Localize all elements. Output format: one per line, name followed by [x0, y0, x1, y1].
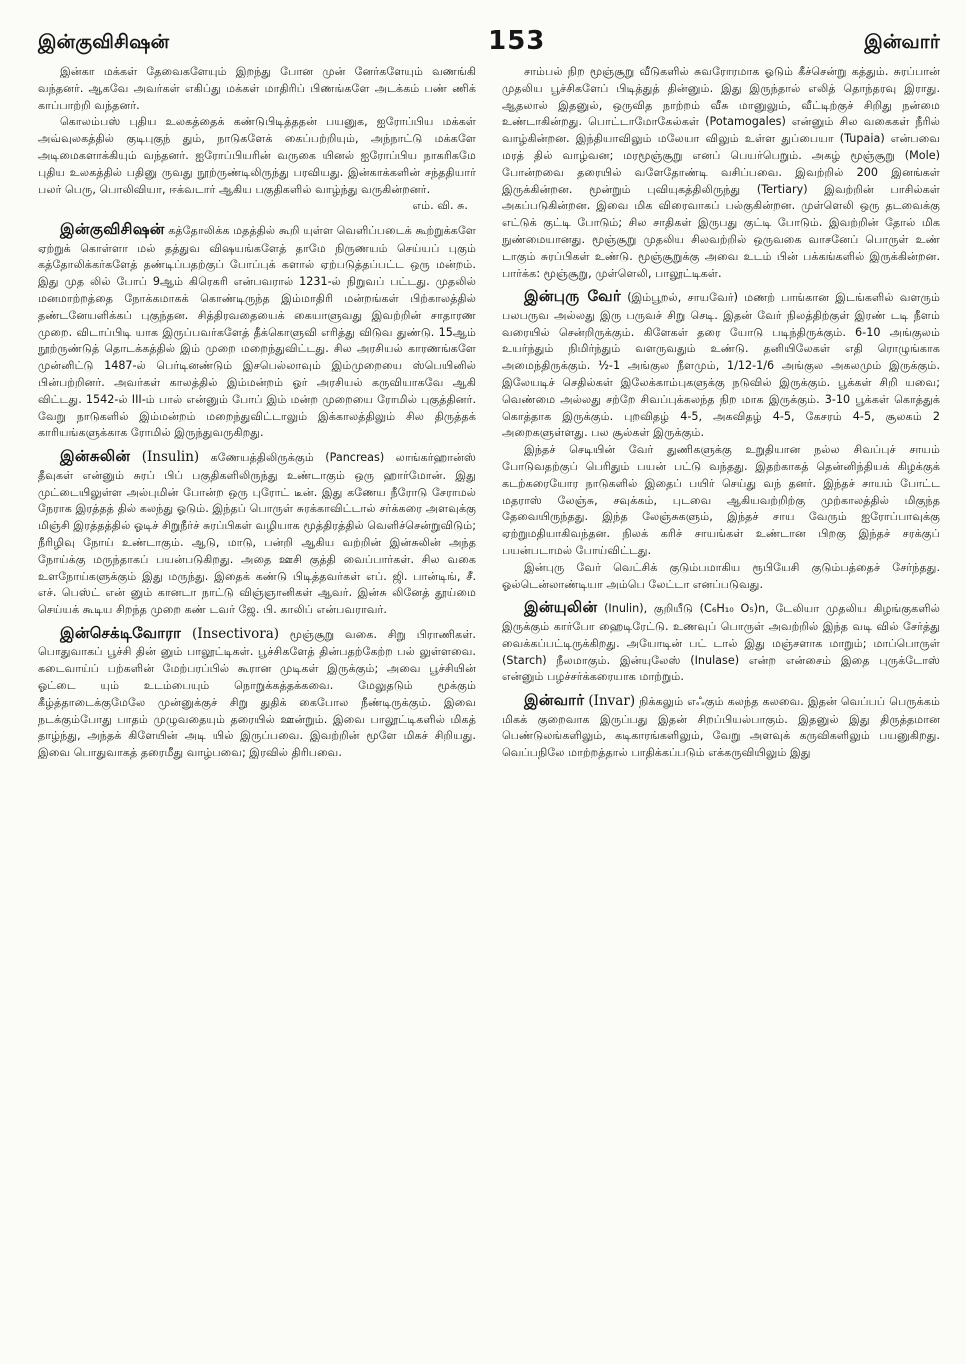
incas-continued-paragraph: இன்கா மக்கள் தேவைகளேயும் இறந்து போன முன் னேர்களேயும் வணங்கி வந்தனர். ஆகவே அவர்கள் எகிப்து மக்கள் மாதிரிப் பிணங்களே அடக்கம் பண் ணிக் காப்பாற்றி வந்தனர்.: [38, 65, 476, 112]
headword-insectivora: இன்செக்டிவோரா: [60, 623, 182, 642]
insectivora-body: மூஞ்சூறு வகை. சிறு பிராணிகள். பொதுவாகப் பூச்சி தின் னும் பாலூட்டிகள். பூச்சிகளேத் தின்பதற்கேற்ற பல் லுள்ளவை. கடைவாய்ப் பற்களின் மேற்பரப்பில் கூரான முடிகள் இருக்கும்; அவை பூச்சியின் ஓட்டை யும் உடம்பையும் நொறுக்கத்தக்கவை. மேலுதடும் மூக்கும் கீழ்த்தாடைக்குமேலே முன்னுக்குச் சிறு துதிக் கைபோல நீண்டிருக்கும். இவை நடக்கும்போது பாதம் முழுவதையும் தரையில் ஊன்றும். இவை பாலூட்டிகளில் மிகத் தாழ்ந்து, அந்தக் கிளேயின் அடி யில் இருப்பவை. இவற்றின் மூளே மிகச் சிறியது. இவை பொதுவாகத் தரைமீது வாழ்பவை; இரவில் திரிபவை.: [38, 627, 476, 760]
page-number: 153: [488, 26, 546, 56]
author-signature: எம். வி. சு.: [412, 199, 468, 213]
invar-latin: (Invar): [588, 693, 636, 710]
left-running-head: இன்குவிசிஷன்: [38, 31, 170, 53]
entry-insectivora: [38, 622, 476, 762]
entry-inpuru-ver: [502, 285, 940, 442]
headword-inpuru-ver: இன்புரு வேர்: [524, 287, 621, 306]
inpuru-ver-body: (இம்பூறல், சாயவேர்) மணற் பாங்கான இடங்களில் வளரும் பலபருவ அல்லது இரு பருவச் சிறு செடி. இதன் வேர் நிலத்திற்குள் இரண் டடி நீளம் வரையில் சென்றிருக்கும். கிளேகள் தரை யோடு படிந்திருக்கும். 6-10 அங்குலம் உயர்ந்தும் நிமிர்ந்தும் வளருவதும் உண்டு. தனியிலேகள் எதி ரொழுங்காக அமைந்திருக்கும். ½-1 அங்குல நீளமும், 1/12-1/6 அங்குல அகலமும் இருக்கும். இலேயடிச் செதில்கள் இலேக்காம்புகளுக்கு நடுவில் இருக்கும். பூக்கள் சிறி யவை; வெண்மை அல்லது சற்றே சிவப்புக்கலந்த நிற மாக இருக்கும். 3-10 பூக்கள் கொத்துக் கொத்தாக இருக்கும். புறவிதழ் 4-5, அகவிதழ் 4-5, கேசரம் 4-5, சூலகம் 2 அறைகளுள்ளது. பல சூல்கள் இருக்கும்.: [502, 291, 940, 440]
right-column: [502, 64, 940, 1354]
dye-usage-paragraph: இந்தச் செடியின் வேர் துணிகளுக்கு உறுதியான நல்ல சிவப்புச் சாயம் போடுவதற்குப் பெரிதும் பயன் பட்டு வந்தது. இதற்காகத் தென்னிந்தியக் கிழக்குக் கடற்கரையோர நாடுகளில் இதைப் பயிர் செய்து வந் தனர். இந்தச் சாயம் போட்ட மதராஸ் லேஞ்சு, சவுக்கம், புடவை ஆகியவற்றிற்கு முற்காலத்தில் மிகுந்த தேவையிருந்தது. இந்த லேஞ்சுகளும், இந்தச் சாய வேரும் ஐரோப்பாவுக்கு ஏற்றுமதியாகிவந்தன. நிலக் கரிச் சாயங்கள் உண்டான பிறகு இந்தச் சரக்குப் பயன்படாமல் போய்விட்டது.: [502, 443, 940, 558]
entry-inulin: [502, 596, 940, 686]
headword-invar: இன்வார்: [524, 691, 585, 710]
left-column: [38, 64, 476, 1354]
headword-inquisition: இன்குவிசிஷன்: [60, 220, 165, 239]
headword-inulin: இன்யுலின்: [524, 598, 598, 617]
text-columns: [38, 64, 940, 1354]
family-paragraph: இன்புரு வேர் வெட்சிக் குடும்பமாகிய ரூபியேசி குடும்பத்தைச் சேர்ந்தது. ஓல்டென்லாண்டியா அம்பெ லேட்டா எனப்படுவது.: [502, 560, 940, 591]
entry-insulin: [38, 445, 476, 619]
entry-invar: [502, 689, 940, 762]
insectivora-latin: (Insectivora): [191, 625, 280, 642]
insectivora-continued-paragraph: சாம்பல் நிற மூஞ்சூறு வீடுகளில் சுவரோரமாக ஓடும் கீச்சென்று கத்தும். சுரப்பான் முதலிய பூச்சிகளேப் பிடித்துத் தின்னும். இது இருந்தால் எலித் தொந்தரவு இராது. ஆதலால் இதனுல், ஒருவித நாற்றம் வீசு மானுலும், வீட்டிற்குச் சிறிது நன்மை உண்டாகின்றது. பொட்டாமோகேல்கள் (Potamogales) என்னும் சில வகைகள் நீரில் வாழ்கின்றன. இந்தியாவிலும் மலேயா விலும் உள்ள துப்பையா (Tupaia) என்பவை மரத் தில் வாழ்வன; மரமூஞ்சூறு எனப் பெயர்பெறும். அகழ் மூஞ்சூறு (Mole) போன்றவை தரையில் வளேதோண்டி வசிப்பவை. இவற்றில் 200 இனங்கள் இருக்கின்றன. மூன்றும் புவியுகத்திலிருந்து (Tertiary) இவற்றின் பாசில்கள் அகப்படுகின்றன. இவை மிக விரைவாகப் பல்குகின்றன. முள்ளெலி ஒரு தடவைக்கு எட்டுக் குட்டி போடும்; சில சாதிகள் இருபது குட்டி போடும். இவற்றின் தோல் மிக நுண்மையானது. மூஞ்சூறு முதலிய சிலவற்றில் ஒருவகை வாசனேப் பொருள் உண் டாகும் சுரப்பிகள் உண்டு. மூஞ்சூறுக்கு அவை உடம் பின் பக்கங்களில் இருக்கின்றன. பார்க்க: மூஞ்சூறு, முள்ளெலி, பாலூட்டிகள்.: [502, 65, 940, 280]
running-header: [38, 22, 940, 56]
right-running-head: இன்வார்: [864, 31, 940, 53]
headword-insulin: இன்சுலின்: [60, 447, 131, 466]
insulin-latin: (Insulin): [141, 449, 200, 466]
insulin-body: கணேயத்திலிருக்கும் (Pancreas) லாங்கர்ஹான்ஸ் தீவுகள் என்னும் சுரப் பிப் பகுதிகளிலிருந்து உண்டாகும் ஒரு ஹார்மோன். இது முட்டையிலுள்ள அல்புமின் போன்ற ஒரு புரோட் டீன். இது கணேய நீரோடு சேராமல் நேராக இரத்தத் தில் கலந்து ஓடும். இந்தப் பொருள் சுரக்காவிட்டால் சர்க்கரை அளவுக்கு மிஞ்சி இரத்தத்தில் ஓடிச் சிறுநீர்ச் சுரப்பிகள் வழியாக மூத்திரத்தில் வெளிச்சென்றுவிடும்; நீரிழிவு நோய் உண்டாகும். ஆடு, மாடு, பன்றி ஆகிய வற்றின் இன்சுலின் அந்த நோய்க்கு மருந்தாகப் பயன்படுகிறது. அதை ஊசி குத்தி வைப்பார்கள். சில வகை உளநோய்களுக்கும் இது மருந்து. இதைக் கண்டு பிடித்தவர்கள் எப். ஜி. பான்டிங், சீ. எச். பெஸ்ட் என் னும் கானடா நாட்டு விஞ்ஞானிகள் ஆவர். இன்சு லினேத் தூய்மை செய்யக் கூடிய சிறந்த முறை கண் டவர் ஜே. பி. காலிப் என்பவராவர்.: [38, 451, 476, 617]
inulin-body: (Inulin), குறியீடு (C₆H₁₀ O₅)n, டேலியா முதலிய கிழங்குகளில் இருக்கும் கார்போ ஹைடிரேட்டு. உணவுப் பொருள் அவற்றில் இந்த வடி வில் சேர்த்து வைக்கப்பட்டிருக்கிறது. அயோடின் பட் டால் இது மஞ்சளாக மாறும்; மாப்பொருள் (Starch) நீலமாகும். இன்யுலேஸ் (Inulase) என்ற என்சைம் இதை புருக்டோஸ் என்னும் பழச்சர்க்கரையாக மாற்றும்.: [502, 602, 940, 684]
columbus-paragraph: கொலம்பஸ் புதிய உலகத்தைக் கண்டுபிடித்ததன் பயனுக, ஐரோப்பிய மக்கள் அவ்வுலகத்தில் குடிபுகுந் தும், நாடுகளேக் கைப்பற்றியும், அந்நாட்டு மக்களே அடிமைகளாக்கியும் வந்தனர். ஐரோப்பியரின் வருகை யினல் ஐரோப்பிய நாகரிகமே புதிய உலகத்தில் பதினு ருவது நூற்ருண்டிலிருந்து பரவியது. இன்காக்களின் சந்ததியார் பலர் பெரு, பொலிவியா, ஈக்வடார் ஆகிய பகுதிகளில் வாழ்ந்து வருகின்றனர்.: [38, 115, 476, 196]
entry-inquisition: [38, 218, 476, 442]
inquisition-body: கத்தோலிக்க மதத்தில் கூறி யுள்ள வெளிப்படைக் கூற்றுக்களே ஏற்றுக் கொள்ளா மல் தத்துவ விஷயங்களேத் தாமே நிருணயம் செய்யப் புகும் கத்தோலிக்கர்களேத் தண்டிப்பதற்குப் போப்புக் களால் ஏற்படுத்தப்பட்ட ஒரு மன்றம். இது முத லில் போப் 9ஆம் கிரெகரி என்பவரால் 1231-ல் நிறுவப் பட்டது. முதலில் மனமாற்றத்தை நோக்கமாகக் கொண்டிருந்த இம்மாதிரி மன்றங்கள் பிற்காலத்தில் தண்டனேயளிக்கப் புகுந்தன. சித்திரவதையைக் கையாளுவது இவற்றின் சாதாரண முறை. விடாப்பிடி யாக இருப்பவர்களேத் தீக்கொளுவி எரித்து விடுவ துண்டு. 15ஆம் நூற்ருண்டுத் தொடக்கத்தில் இம் முறை மறைந்துவிட்டது. சில அரசியல் காரணங்களே முன்னிட்டு 1487-ல் பெர்டினண்டும் இசபெல்லாவும் இம்முறையை ஸ்பெயினில் பின்பற்றினர். அவர்கள் காலத்தில் இம்மன்றம் ஓர் அரசியல் கருவியாகவே ஆகி விட்டது. 1542-ல் III-ம் பால் என்னும் போப் இம் மன்ற முறையை ரோமில் புகுத்தினர். வேறு நாடுகளில் இம்மன்றம் மறைந்துவிட்டாலும் இக்காலத்திலும் சில திருத்தக் காரியங்களுக்காக ரோமில் இருந்துவருகிறது.: [38, 224, 476, 440]
invar-body: நிக்கலும் எஃகும் கலந்த கலவை. இதன் வெப்பப் பெருக்கம் மிகக் குறைவாக இருப்பது இதன் சிறப்பியல்பாகும். இதனுல் இது திருத்தமான பெண்டுலங்களிலும், கடிகாரங்களிலும், வேறு அளவுக் கருவிகளிலும் பயனுகிறது. வெப்பநிலே மாற்றத்தால் பாதிக்கப்படும் எக்கருவியிலும் இது: [502, 695, 940, 760]
